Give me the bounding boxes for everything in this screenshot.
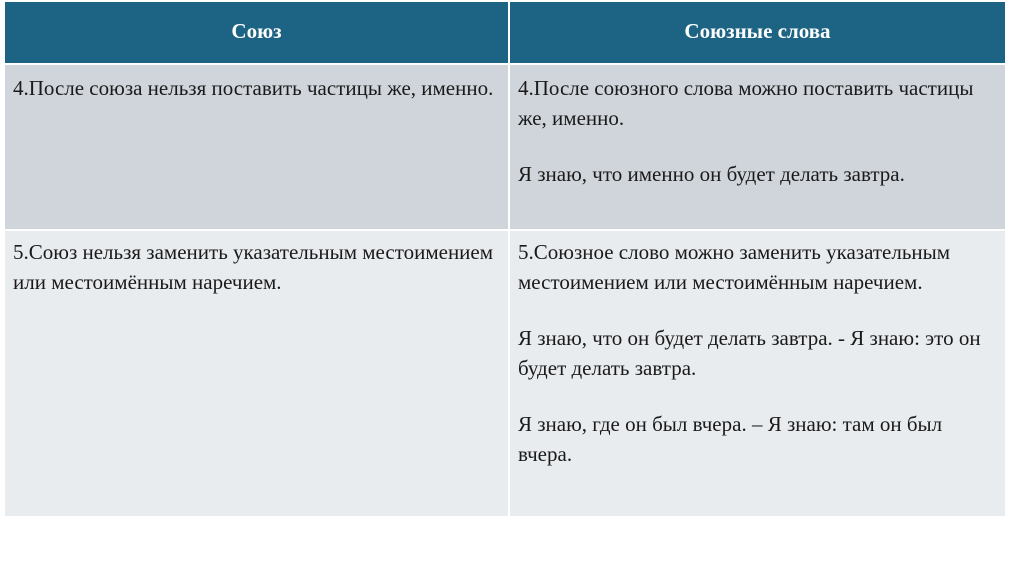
table-header-row [5,2,1005,65]
row2-right-rule: 5.Союзное слово можно заменить указательным местоимением или местоимённым наречием. [518,240,951,294]
row2-right-cell [510,231,1005,518]
row1-right-rule: 4.После союзного слова можно поставить частицы же, именно. [518,76,974,130]
row1-right-cell [510,65,1005,231]
row1-right-example: Я знаю, что именно он будет делать завтра. [518,162,905,186]
table-row [5,65,1005,231]
row2-left-text: 5.Союз нельзя заменить указательным местоимением или местоимённым наречием. [13,240,494,294]
table-row [5,231,1005,518]
header-soyuznye-slova: Союзные слова [510,2,1005,65]
row2-left-cell [5,231,510,518]
row2-right-example-1: Я знаю, что он будет делать завтра. - Я знаю: это он будет делать завтра. [518,326,981,380]
row1-left-cell [5,65,510,231]
comparison-table [5,2,1005,518]
header-soyuz: Союз [5,2,510,65]
row2-right-example-2: Я знаю, где он был вчера. – Я знаю: там он был вчера. [518,412,943,466]
row1-left-text: 4.После союза нельзя поставить частицы же, именно. [13,76,494,100]
